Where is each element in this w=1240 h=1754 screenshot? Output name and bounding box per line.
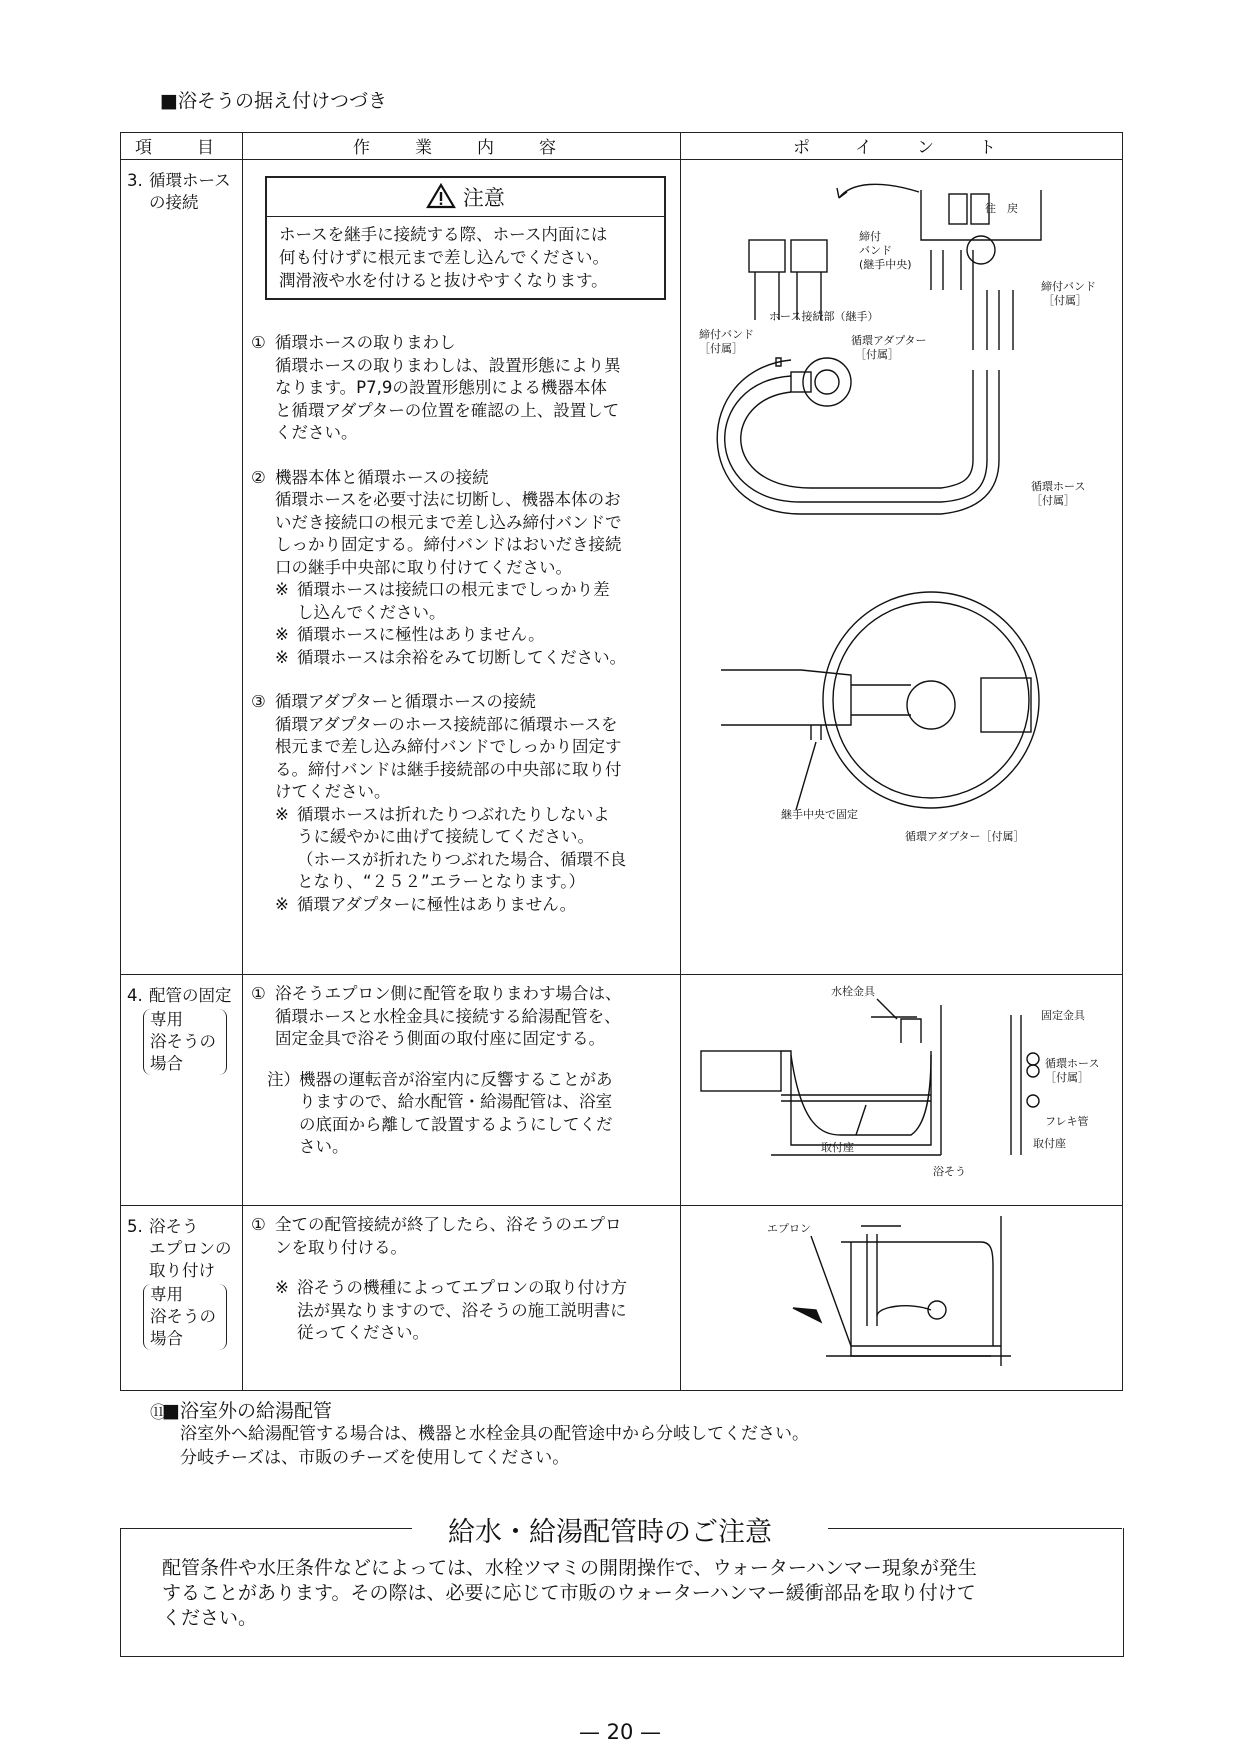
step-3 [251, 691, 670, 916]
step-line: けてください。 [275, 782, 391, 801]
step-line: 浴そうエプロン側に配管を取りまわす場合は、 [275, 984, 622, 1003]
fig-label: 戻 [1007, 202, 1018, 215]
bracket-line: 専用 [150, 1285, 183, 1304]
note-line: 法が異なりますので、浴そうの施工説明書に [297, 1300, 627, 1320]
step-line: と循環アダプターの位置を確認の上、設置して [275, 400, 620, 420]
apron-diagram [681, 1206, 1121, 1386]
header-work: 作 業 内 容 [243, 133, 681, 160]
section11-title: ■浴室外の給湯配管 [162, 1400, 332, 1422]
caution-box [265, 176, 666, 300]
fig-label: ［付属］ [855, 348, 899, 361]
point-cell [681, 160, 1123, 975]
fig-label: 循環ホース [1031, 480, 1086, 493]
fig-label: 締付バンド [1041, 280, 1096, 293]
fig-label: バンド [859, 244, 892, 257]
item-cell [121, 160, 243, 975]
step-line: いだき接続口の根元まで差し込み締付バンドで [275, 512, 622, 532]
table-row [121, 975, 1123, 1206]
fig-label: ホース接続部（継手） [769, 310, 879, 323]
work-cell [243, 1206, 681, 1391]
note-mark: ※ [275, 647, 289, 667]
step-line: 固定金具で浴そう側面の取付座に固定する。 [275, 1029, 605, 1048]
note-line: 循環ホースに極性はありません。 [297, 625, 545, 644]
step-1 [251, 332, 670, 445]
work-cell [243, 975, 681, 1206]
work-cell [243, 160, 681, 975]
step-line: ンを取り付ける。 [275, 1237, 407, 1257]
table-row [121, 1206, 1123, 1391]
bracket-line: 場合 [150, 1054, 183, 1073]
fig-label: 水栓金具 [831, 985, 875, 998]
fig-label: 固定金具 [1041, 1009, 1085, 1022]
step-number: ① [251, 333, 266, 352]
item-label: の接続 [149, 193, 199, 212]
fig-label: 締付 [859, 230, 881, 243]
step-line: る。締付バンドは継手接続部の中央部に取り付 [275, 759, 622, 779]
note-line: 機器の運転音が浴室内に反響することがあ [299, 1069, 613, 1089]
item-cell [121, 975, 243, 1206]
note-mark: ※ [275, 1278, 289, 1297]
note-mark: ※ [275, 580, 289, 599]
section11-line: 浴室外へ給湯配管する場合は、機器と水栓金具の配管途中から分岐してください。 [180, 1424, 809, 1444]
fig-label: ［付属］ [1045, 1071, 1089, 1084]
note-line: 浴そうの機種によってエプロンの取り付け方 [297, 1278, 627, 1297]
item-label: 循環ホース [149, 171, 231, 190]
caution-title: 注意 [462, 186, 505, 210]
point-cell [681, 1206, 1123, 1391]
fig-label: エプロン [767, 1222, 811, 1235]
notice-text [162, 1556, 1082, 1631]
fig-label: 締付バンド [699, 328, 754, 341]
fig-label: 循環アダプター［付属］ [905, 830, 1025, 843]
step-title: 循環アダプターと循環ホースの接続 [275, 692, 536, 711]
table-row [121, 160, 1123, 975]
note-line: 従ってください。 [297, 1323, 429, 1342]
item-label: 浴そう [149, 1217, 199, 1236]
fig-label: 往 [985, 202, 996, 215]
step-title: 循環ホースの取りまわし [275, 333, 456, 352]
note-mark: ※ [275, 894, 289, 914]
step-2 [251, 467, 670, 670]
step-line: しっかり固定する。締付バンドはおいだき接続 [275, 535, 622, 554]
note-line: 循環アダプターに極性はありません。 [297, 894, 577, 914]
fig-label: ［付属］ [1031, 494, 1075, 507]
page-number: — 20 — [578, 1720, 662, 1744]
bracket-line: 場合 [150, 1329, 183, 1348]
item-number: 4. [127, 986, 143, 1005]
bracket-line: 浴そうの [150, 1307, 216, 1326]
item-number: 5. [127, 1217, 143, 1236]
section-title: ■浴そうの据え付けつづき [160, 90, 387, 112]
note-mark: ※ [275, 804, 289, 824]
step-line: 全ての配管接続が終了したら、浴そうのエプロ [275, 1215, 622, 1234]
fig-label: 取付座 [821, 1141, 854, 1154]
step-line: 口の継手中央部に取り付けてください。 [275, 557, 572, 577]
notice-title: 給水・給湯配管時のご注意 [448, 1517, 772, 1548]
note-line: 循環ホースは接続口の根元までしっかり差 [297, 580, 610, 599]
fig-label: 取付座 [1033, 1137, 1066, 1150]
section11-number: ⑪ [150, 1403, 167, 1423]
note-line: （ホースが折れたりつぶれた場合、循環不良 [297, 849, 627, 869]
bracket-note [143, 1284, 227, 1350]
step-line: なります。P7,9の設置形態別による機器本体 [275, 378, 607, 397]
notice-line: することがあります。その際は、必要に応じて市販のウォーターハンマー緩衝部品を取り付けて [162, 1582, 976, 1604]
caution-header [267, 178, 664, 217]
note-mark: ※ [275, 625, 289, 644]
item-label: 配管の固定 [149, 986, 232, 1005]
note-line: 循環ホースは余裕をみて切断してください。 [297, 647, 627, 667]
note-line: の底面から離して設置するようにしてくだ [299, 1114, 613, 1134]
step-number: ① [251, 1215, 266, 1234]
warning-icon [426, 183, 456, 209]
fig-label: ［付属］ [699, 342, 743, 355]
fig-label: 浴そう [933, 1165, 966, 1178]
note-line: し込んでください。 [297, 602, 446, 622]
notice-line: 配管条件や水圧条件などによっては、水栓ツマミの開閉操作で、ウォーターハンマー現象が発生 [162, 1557, 977, 1579]
note-line: りますので、給水配管・給湯配管は、浴室 [299, 1092, 613, 1111]
notice-line: ください。 [162, 1607, 258, 1629]
section11-body [180, 1422, 809, 1470]
step-line: 根元まで差し込み締付バンドでしっかり固定す [275, 737, 622, 756]
fig-label: (継手中央) [859, 258, 912, 271]
item-label: 取り付け [149, 1261, 215, 1280]
header-item: 項 目 [121, 133, 243, 160]
step-line: 循環ホースを必要寸法に切断し、機器本体のお [275, 490, 621, 509]
note-mark: 注） [267, 1069, 300, 1089]
pipe-fixing-diagram [681, 975, 1121, 1201]
step-line: ください。 [275, 423, 358, 442]
section11-line: 分岐チーズは、市販のチーズを使用してください。 [180, 1448, 570, 1468]
table-header-row [121, 133, 1123, 160]
note-line: となり、“２５２”エラーとなります。） [297, 872, 586, 891]
caution-line: 何も付けずに根元まで差し込んでください。 [279, 248, 609, 267]
fig-label: ［付属］ [1043, 294, 1087, 307]
divider [828, 1528, 1122, 1529]
fig-label: 循環ホース [1045, 1057, 1100, 1070]
fig-label: フレキ管 [1045, 1115, 1089, 1128]
header-point: ポ イ ン ト [681, 133, 1123, 160]
fig-label: 継手中央で固定 [781, 808, 858, 821]
step-line: 循環アダプターのホース接続部に循環ホースを [275, 714, 618, 734]
step-number: ① [251, 984, 266, 1003]
instruction-table [120, 132, 1123, 1391]
bracket-note [143, 1009, 227, 1075]
hose-connection-diagram [681, 160, 1121, 970]
item-number: 3. [127, 171, 143, 190]
step-title: 機器本体と循環ホースの接続 [275, 467, 489, 487]
caution-line: ホースを継手に接続する際、ホース内面には [279, 225, 608, 244]
item-label: エプロンの [149, 1239, 232, 1258]
note-line: 循環ホースは折れたりつぶれたりしないよ [297, 804, 610, 824]
note-line: うに緩やかに曲げて接続してください。 [297, 827, 594, 846]
step-number: ② [251, 467, 266, 487]
step-line: 循環ホースと水栓金具に接続する給湯配管を、 [275, 1006, 621, 1026]
bracket-line: 浴そうの [150, 1032, 216, 1051]
step-line: 循環ホースの取りまわしは、設置形態により異 [275, 355, 621, 375]
caution-line: 潤滑液や水を付けると抜けやすくなります。 [279, 271, 608, 290]
item-cell [121, 1206, 243, 1391]
divider [120, 1528, 412, 1529]
step-number: ③ [251, 692, 266, 711]
fig-label: 循環アダプター [851, 334, 927, 347]
bracket-line: 専用 [150, 1010, 183, 1029]
point-cell [681, 975, 1123, 1206]
note-line: さい。 [299, 1137, 349, 1156]
